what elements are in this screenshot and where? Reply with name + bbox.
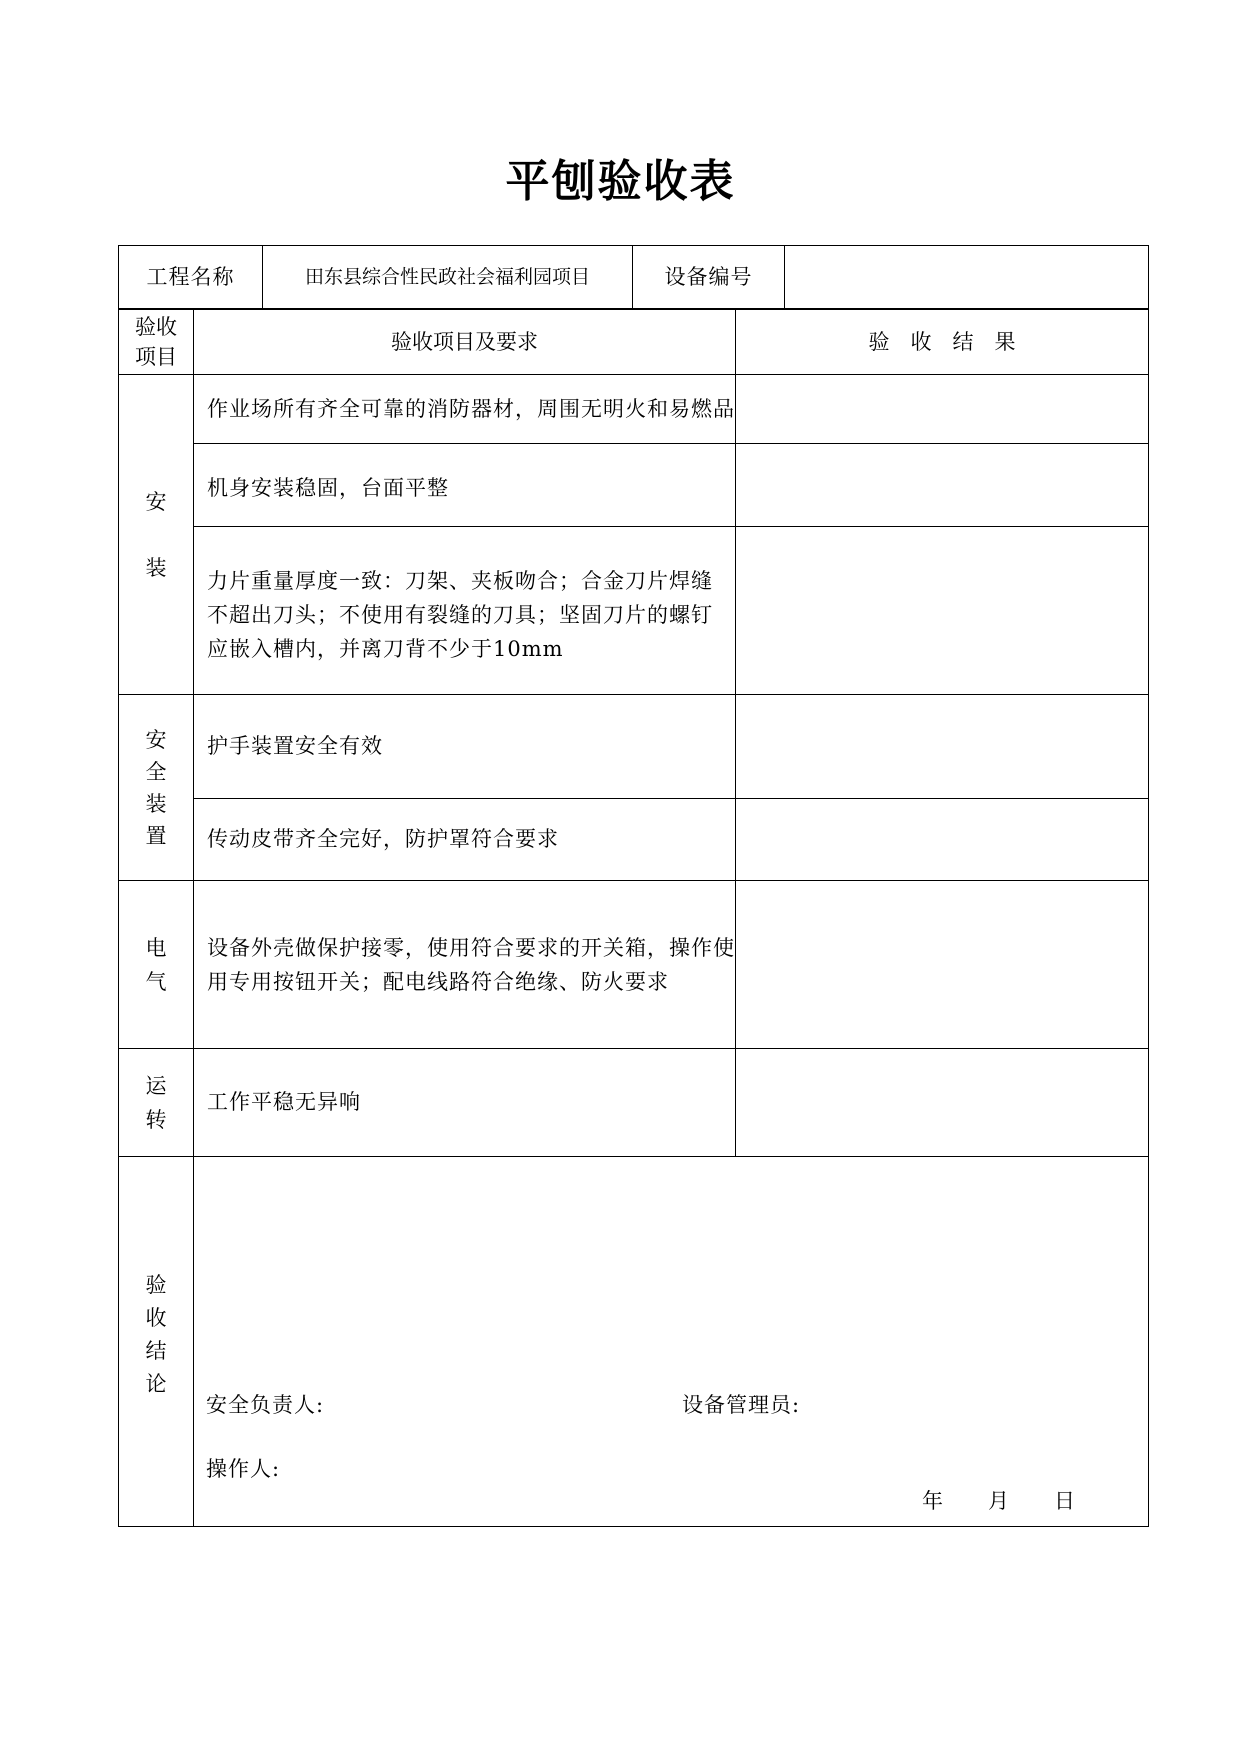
column-header-item-line2: 项目 xyxy=(135,345,177,369)
column-header-item xyxy=(119,310,193,374)
operator-label: 操作人: xyxy=(206,1456,281,1481)
equipment-manager-label: 设备管理员: xyxy=(682,1392,801,1417)
section-operation-char: 转 xyxy=(145,1107,167,1132)
device-number-value[interactable] xyxy=(785,246,1148,308)
requirement-cell: 作业场所有齐全可靠的消防器材，周围无明火和易燃品 xyxy=(207,396,735,421)
section-conclusion-char: 收 xyxy=(145,1306,167,1330)
section-safety-device-char: 装 xyxy=(145,791,167,816)
requirement-cell: 力片重量厚度一致：刀架、夹板吻合；合金刀片焊缝不超出刀头；不使用有裂缝的刀具；坚固刀片的螺钉应嵌入槽内，并离刀背不少于10mm xyxy=(207,569,713,661)
requirement-cell: 护手装置安全有效 xyxy=(207,734,383,758)
section-electrical-char: 气 xyxy=(145,969,167,994)
result-cell[interactable] xyxy=(736,881,1148,1048)
section-installation xyxy=(119,375,193,694)
requirement-cell: 传动皮带齐全完好，防护罩符合要求 xyxy=(207,827,559,851)
column-header-result: 验 收 结 果 xyxy=(868,329,1016,354)
section-conclusion-char: 论 xyxy=(145,1372,167,1396)
page-title: 平刨验收表 xyxy=(505,156,736,207)
result-cell[interactable] xyxy=(736,444,1148,526)
section-installation-char: 安 xyxy=(145,489,167,514)
section-conclusion-char: 验 xyxy=(145,1273,167,1297)
section-conclusion xyxy=(119,1260,193,1410)
requirement-cell: 工作平稳无异响 xyxy=(207,1090,361,1114)
section-electrical xyxy=(119,881,193,1048)
safety-officer-label: 安全负责人: xyxy=(206,1392,325,1417)
section-installation-char: 装 xyxy=(145,555,167,580)
section-operation-char: 运 xyxy=(145,1073,167,1098)
column-header-requirement: 验收项目及要求 xyxy=(391,329,538,354)
requirement-cell: 设备外壳做保护接零，使用符合要求的开关箱，操作使用专用按钮开关；配电线路符合绝缘、防火要求 xyxy=(207,935,735,994)
result-cell[interactable] xyxy=(736,799,1148,880)
project-name-value: 田东县综合性民政社会福利园项目 xyxy=(304,265,590,288)
project-name-label: 工程名称 xyxy=(146,264,235,289)
result-cell[interactable] xyxy=(736,527,1148,694)
section-electrical-char: 电 xyxy=(145,935,167,960)
section-safety-device-char: 全 xyxy=(145,759,167,784)
result-cell[interactable] xyxy=(736,1049,1148,1156)
section-safety-device xyxy=(119,695,193,880)
section-conclusion-char: 结 xyxy=(145,1339,167,1363)
section-safety-device-char: 置 xyxy=(145,823,167,848)
result-cell[interactable] xyxy=(736,695,1148,798)
requirement-cell: 机身安装稳固，台面平整 xyxy=(207,476,449,500)
section-operation xyxy=(119,1049,193,1156)
result-cell[interactable] xyxy=(736,375,1148,443)
date-label: 年 月 日 xyxy=(922,1488,1076,1513)
column-header-item-line1: 验收 xyxy=(135,315,177,339)
device-number-label: 设备编号 xyxy=(664,264,753,289)
section-safety-device-char: 安 xyxy=(145,727,167,752)
